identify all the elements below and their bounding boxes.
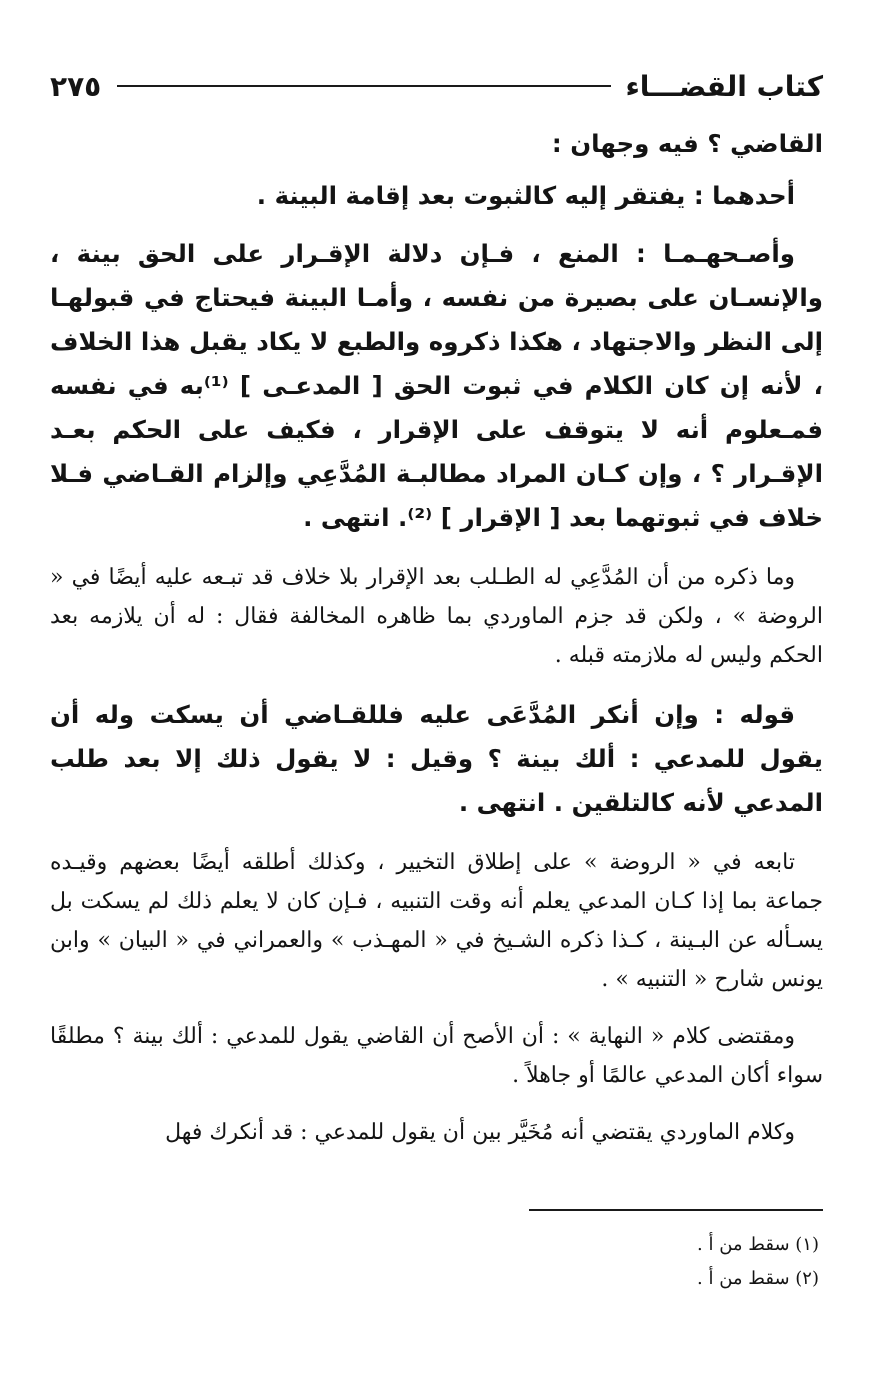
header-rule — [117, 85, 611, 87]
footnote-separator — [529, 1209, 823, 1211]
paragraph-8: وكلام الماوردي يقتضي أنه مُخَيَّر بين أن يقول للمدعي : قد أنكرك فهل — [165, 1120, 795, 1145]
paragraph-3: وأصـحهـمـا : المنع ، فـإن دلالة الإقـرار على الحق بينة ، والإنسـان على بصيرة من نفسه ، وأمـا البينة فيحتاج في قبولهـا إلى النظر والاجتهاد ، هكذا ذكروه والطبع لا يكاد يقبل هذا الخلاف ، لأنه إن كان الكلام في ثبوت الحق [ المدعـى ] ⁽¹⁾به في نفسه فمـعلوم أنه لا يتوقف على الإقرار ، فكيف على الحكم بعـد الإقـرار ؟ ، وإن كـان المراد مطالبـة المُدَّعِي وإلزام القـاضي فـلا خلاف في ثبوتهما بعد [ الإقرار ] ⁽²⁾. انتهى . — [50, 239, 823, 532]
paragraph-2: أحدهما : يفتقر إليه كالثبوت بعد إقامة البينة . — [256, 181, 795, 210]
page-number: ٢٧٥ — [50, 69, 102, 103]
paragraph-4: وما ذكره من أن المُدَّعِي له الطـلب بعد الإقرار بلا خلاف قد تبـعه عليه أيضًا في « الروضة » ، ولكن قد جزم الماوردي بما ظاهره المخالفة فقال : له أن يلازمه بعد الحكم وليس له ملازمته قبله . — [50, 565, 823, 668]
page-header — [50, 58, 823, 114]
footnotes — [50, 1228, 819, 1296]
running-title: كتاب القضـــاء — [625, 69, 823, 103]
paragraph-1: القاضي ؟ فيه وجهان : — [551, 129, 823, 158]
footnote-1: (١) سقط من أ . — [697, 1234, 819, 1255]
main-text — [50, 122, 823, 1152]
footnote-2: (٢) سقط من أ . — [697, 1268, 819, 1289]
paragraph-7: ومقتضى كلام « النهاية » : أن الأصح أن القاضي يقول للمدعي : ألك بينة ؟ مطلقًا سواء أكان المدعي عالمًا أو جاهلاً . — [50, 1024, 823, 1088]
book-page — [50, 0, 823, 1392]
paragraph-5: قوله : وإن أنكر المُدَّعَى عليه فللقـاضي أن يسكت وله أن يقول للمدعي : ألك بينة ؟ وقيل : لا يقول ذلك إلا بعد طلب المدعي لأنه كالتلقين . انتهى . — [50, 700, 823, 817]
paragraph-6: تابعه في « الروضة » على إطلاق التخيير ، وكذلك أطلقه أيضًا بعضهم وقيـده جماعة بما إذا كـان المدعي يعلم أنه وقت التنبيه ، فـإن كان لا يعلم ذلك لم يسكت بل يسـأله عن البـينة ، كـذا ذكره الشـيخ في « المهـذب » والعمراني في « البيان » وابن يونس شارح « التنبيه » . — [50, 850, 823, 992]
